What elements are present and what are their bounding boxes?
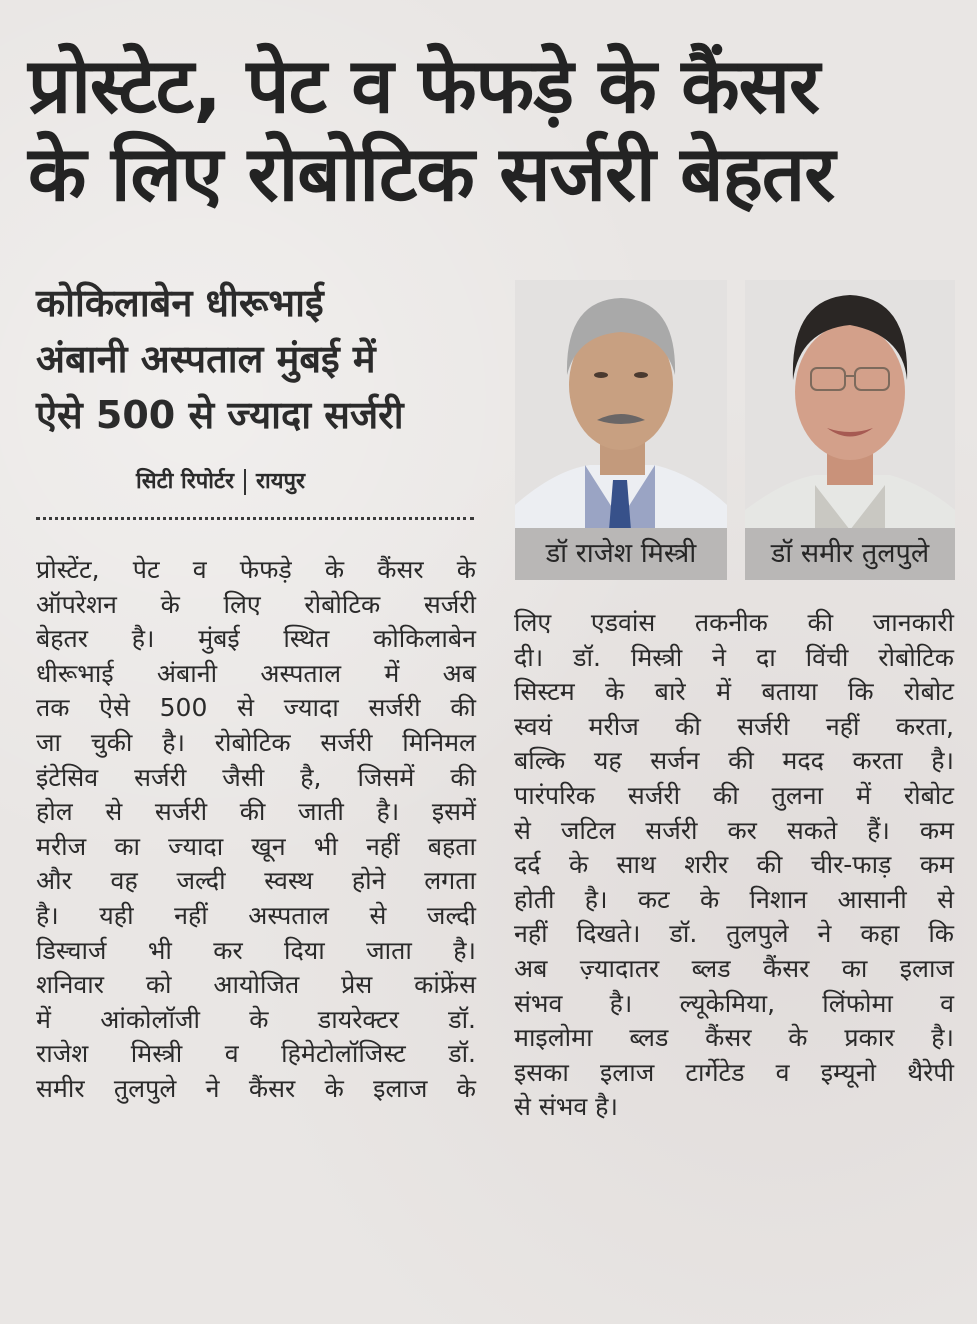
body-line: माइलोमा ब्लड कैंसर के प्रकार है।: [514, 1023, 954, 1053]
body-line: बेहतर है। मुंबई स्थित कोकिलाबेन: [36, 624, 476, 654]
photo-caption: डॉ समीर तुलपुले: [745, 528, 955, 580]
subheadline-line-2: अंबानी अस्पताल मुंबई में: [36, 337, 376, 381]
headline-line-2: के लिए रोबोटिक सर्जरी बेहतर: [28, 129, 835, 218]
photo-caption: डॉ राजेश मिस्त्री: [515, 528, 727, 580]
body-line: नहीं दिखते। डॉ. तुलपुले ने कहा कि: [514, 919, 954, 949]
byline-location: रायपुर: [256, 469, 305, 494]
body-line: शनिवार को आयोजित प्रेस कांफ्रेंस: [36, 970, 476, 1000]
subheadline-line-3: ऐसे 500 से ज्यादा सर्जरी: [36, 393, 404, 437]
photo-rajesh-mistry: [515, 280, 727, 580]
subheadline-line-1: कोकिलाबेन धीरूभाई: [36, 281, 324, 325]
body-line: स्वयं मरीज की सर्जरी नहीं करता,: [514, 711, 954, 741]
byline: [136, 465, 305, 495]
body-line: डिस्चार्ज भी कर दिया जाता है।: [36, 935, 476, 965]
body-line: होती है। कट के निशान आसानी से: [514, 884, 954, 914]
body-line: से जटिल सर्जरी कर सकते हैं। कम: [514, 815, 954, 845]
body-line: तक ऐसे 500 से ज्यादा सर्जरी की: [36, 693, 476, 723]
body-line: दर्द के साथ शरीर की चीर-फाड़ कम: [514, 850, 954, 880]
body-line: प्रोस्टेंट, पेट व फेफड़े के कैंसर के: [36, 555, 476, 584]
body-line: होल से सर्जरी की जाती है। इसमें: [36, 797, 476, 827]
headline: [28, 42, 958, 218]
dotted-divider: [36, 517, 474, 520]
subheadline: [36, 275, 486, 443]
body-line: ऑपरेशन के लिए रोबोटिक सर्जरी: [36, 589, 476, 619]
body-line: जा चुकी है। रोबोटिक सर्जरी मिनिमल: [36, 727, 476, 757]
headline-line-1: प्रोस्टेट, पेट व फेफड़े के कैंसर: [28, 41, 820, 130]
body-line: राजेश मिस्त्री व हिमेटोलॉजिस्ट डॉ.: [36, 1039, 476, 1069]
byline-reporter: सिटी रिपोर्टर: [136, 469, 234, 494]
body-line: समीर तुलपुले ने कैंसर के इलाज के: [36, 1073, 476, 1103]
body-column-left: [36, 553, 476, 1107]
body-line: इंटेसिव सर्जरी जैसी है, जिसमें की: [36, 762, 476, 792]
body-line: सिस्टम के बारे में बताया कि रोबोट: [514, 677, 954, 707]
body-line: मरीज का ज्यादा खून भी नहीं बहता: [36, 831, 476, 861]
body-line: दी। डॉ. मिस्त्री ने दा विंची रोबोटिक: [514, 642, 954, 672]
body-line: संभव है। ल्यूकेमिया, लिंफोमा व: [514, 988, 954, 1018]
body-line: में आंकोलॉजी के डायरेक्टर डॉ.: [36, 1004, 476, 1034]
body-line: लिए एडवांस तकनीक की जानकारी: [514, 608, 954, 637]
body-line: पारंपरिक सर्जरी की तुलना में रोबोट: [514, 780, 954, 810]
body-line: बल्कि यह सर्जन की मदद करता है।: [514, 746, 954, 776]
body-line: है। यही नहीं अस्पताल से जल्दी: [36, 900, 476, 930]
body-line: इसका इलाज टार्गेटेड व इम्यूनो थैरेपी: [514, 1057, 954, 1087]
body-line: धीरूभाई अंबानी अस्पताल में अब: [36, 658, 476, 688]
photo-sameer-tulpule: [745, 280, 955, 580]
body-column-right: [514, 606, 954, 1125]
body-line: और वह जल्दी स्वस्थ होने लगता: [36, 866, 476, 896]
body-line: से संभव है।: [514, 1092, 618, 1122]
byline-separator: [244, 469, 246, 495]
body-line: अब ज़्यादातर ब्लड कैंसर का इलाज: [514, 953, 954, 983]
